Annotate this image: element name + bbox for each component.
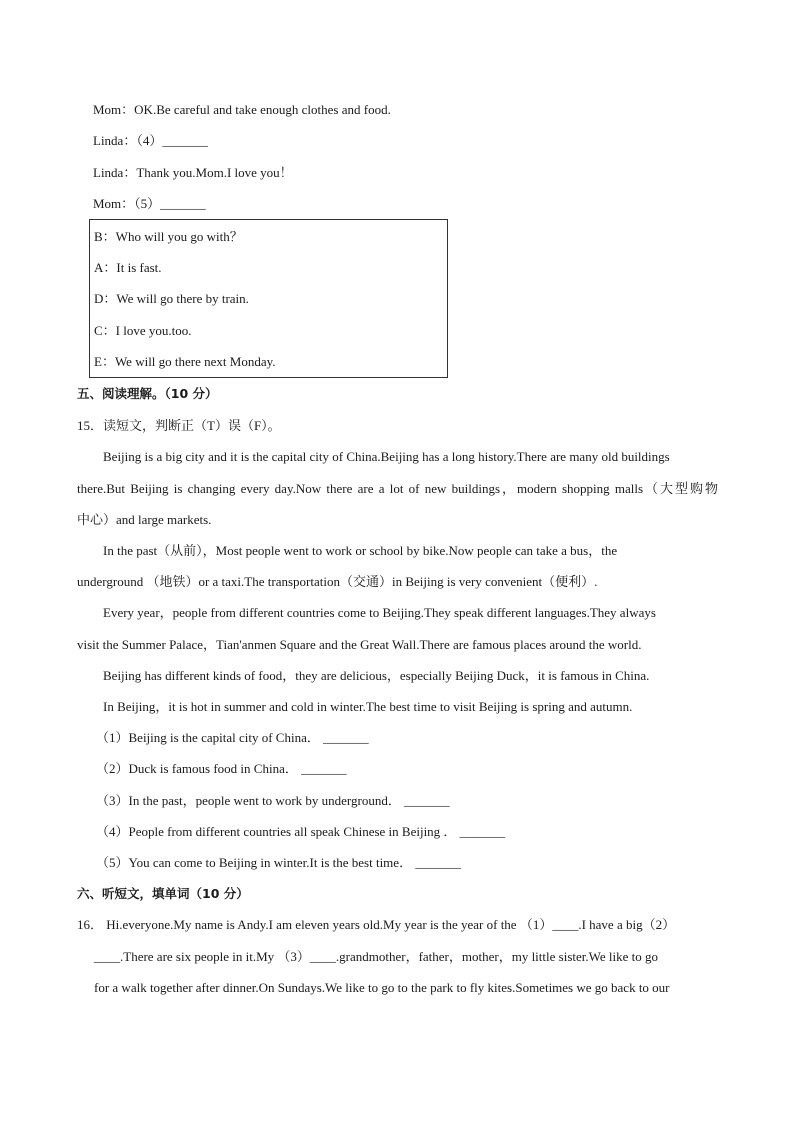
- option-a: A：It is fast.: [94, 260, 162, 275]
- dialogue-line: Mom：（5）_______: [93, 196, 206, 211]
- passage-line: In the past（从前），Most people went to work or school by bike.Now people can take a bus，the: [103, 543, 618, 558]
- option-e: E：We will go there next Monday.: [94, 354, 276, 369]
- question-instruction: 15．读短文，判断正（T）误（F）。: [77, 418, 281, 433]
- listening-passage-line: for a walk together after dinner.On Sundays.We like to go to the park to fly kites.Sometimes we go back to our: [94, 980, 670, 995]
- judge-item: （3）In the past，people went to work by underground． _______: [96, 793, 450, 808]
- dialogue-line: Linda：（4）_______: [93, 133, 208, 148]
- listening-passage-line: ____.There are six people in it.My （3）____.grandmother，father，mother，my little sister.We like to go: [94, 949, 658, 964]
- option-b: B：Who will you go with？: [94, 229, 243, 244]
- section-heading: 五、阅读理解。（10 分）: [77, 386, 218, 401]
- judge-item: （1）Beijing is the capital city of China． _______: [96, 730, 369, 745]
- passage-line: underground （地铁）or a taxi.The transportation（交通）in Beijing is very convenient（便利）.: [77, 574, 598, 589]
- section-heading: 六、听短文，填单词（10 分）: [77, 886, 249, 901]
- passage-line: In Beijing，it is hot in summer and cold in winter.The best time to visit Beijing is spring and autumn.: [103, 699, 633, 714]
- listening-passage-line: 16． Hi.everyone.My name is Andy.I am eleven years old.My year is the year of the （1）____.I have a big（2）: [77, 917, 676, 932]
- option-c: C：I love you.too.: [94, 323, 192, 338]
- dialogue-line: Mom：OK.Be careful and take enough clothes and food.: [93, 102, 391, 117]
- passage-line: 中心）and large markets.: [77, 512, 212, 527]
- passage-line: Beijing has different kinds of food，they are delicious，especially Beijing Duck，it is famous in China.: [103, 668, 650, 683]
- option-d: D：We will go there by train.: [94, 291, 249, 306]
- judge-item: （4）People from different countries all speak Chinese in Beijing ． _______: [96, 824, 506, 839]
- passage-line: visit the Summer Palace，Tian'anmen Square and the Great Wall.There are famous places around the world.: [77, 637, 642, 652]
- judge-item: （5）You can come to Beijing in winter.It is the best time． _______: [96, 855, 461, 870]
- dialogue-line: Linda：Thank you.Mom.I love you！: [93, 165, 293, 180]
- passage-line: Every year，people from different countries come to Beijing.They speak different languages.They always: [103, 605, 656, 620]
- judge-item: （2）Duck is famous food in China． _______: [96, 761, 347, 776]
- passage-line: Beijing is a big city and it is the capital city of China.Beijing has a long history.There are many old buildings: [103, 449, 670, 464]
- passage-line: there.But Beijing is changing every day.Now there are a lot of new buildings，modern shopping malls（大型购物: [77, 481, 718, 496]
- options-box: [89, 219, 448, 378]
